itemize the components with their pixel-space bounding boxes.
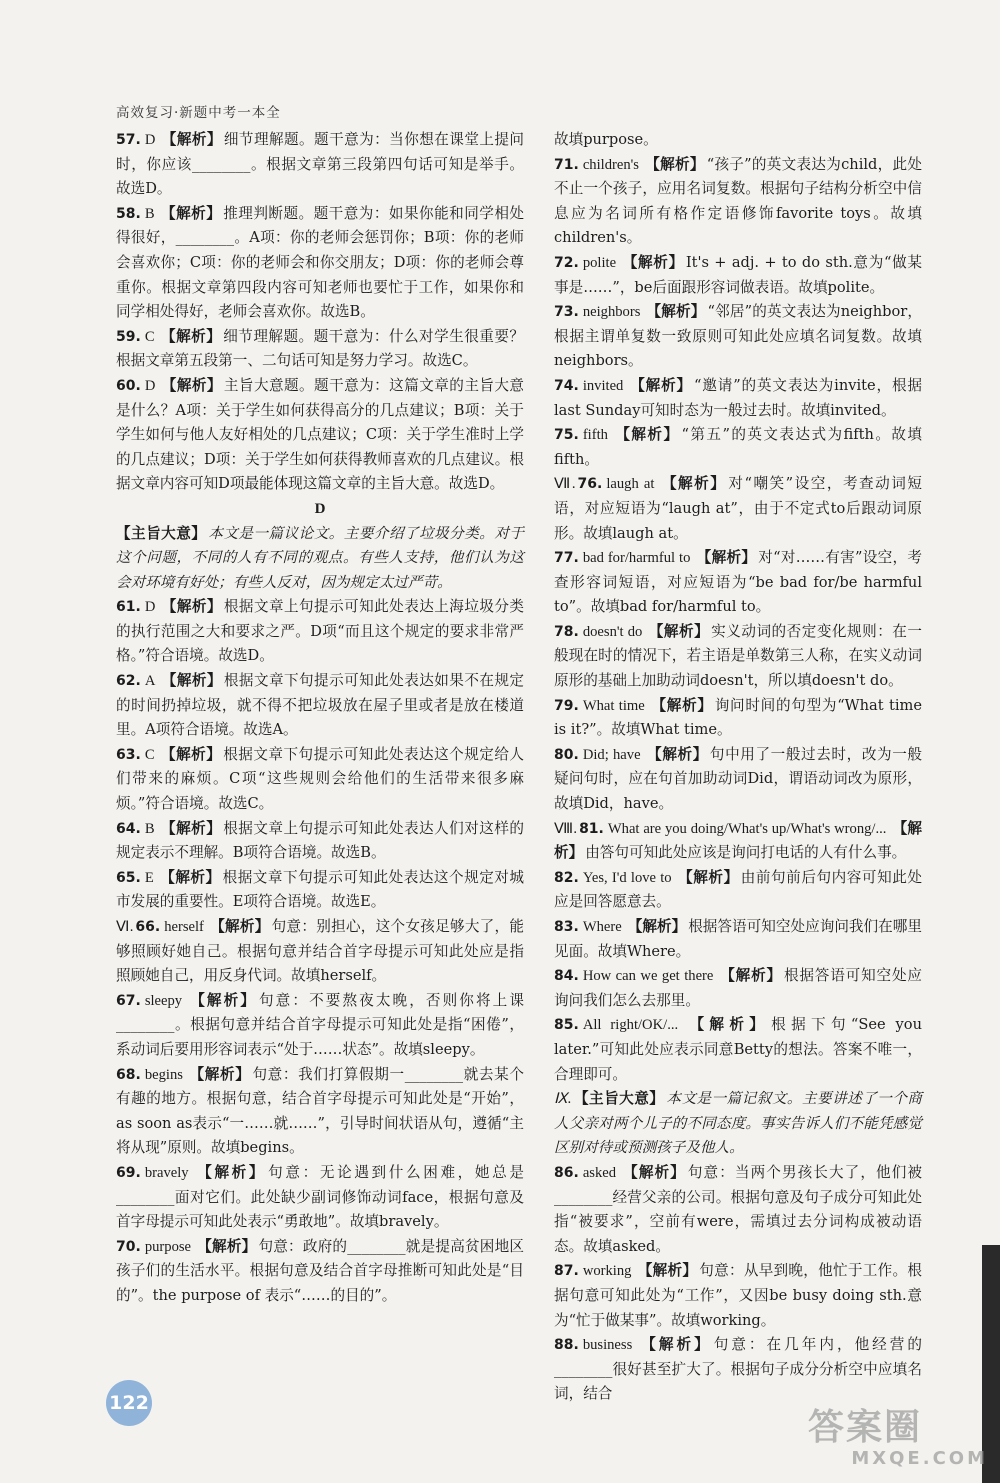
analysis-text: 对“嘲笑”设空，考查动词短语，对应短语为“laugh at”，由于不定式to后跟动词原形。故填laugh at。 [554, 475, 922, 542]
question-number: 79. [554, 697, 579, 714]
question-number: 67. [116, 992, 141, 1009]
answer-text: herself [164, 919, 204, 935]
page-number-badge: 122 [106, 1380, 152, 1426]
answer-text: children's [582, 156, 639, 173]
analysis-tag: 【解析】 [696, 549, 757, 567]
analysis-tag: 【解析】 [159, 868, 221, 886]
summary-text: 本文是一篇记叙文。主要讲述了一个商人父亲对两个儿子的不同态度。事实告诉人们不能凭感觉区别对待或预测孩子及他人。 [554, 1090, 922, 1157]
answer-text: Yes, I'd love to [582, 869, 672, 886]
analysis-tag: 【解析】 [161, 131, 222, 148]
analysis-tag: 【解析】 [161, 672, 222, 690]
analysis-text: 根据文章上句提示可知此处表达人们对这样的规定表示不理解。B项符合语境。故选B。 [116, 819, 524, 862]
answer-text: What time [582, 697, 645, 714]
answer-entry [554, 423, 922, 472]
watermark-url: MXQE.COM [851, 1448, 988, 1469]
answer-text: laugh at [606, 476, 655, 493]
question-number: 77. [554, 550, 579, 567]
answer-text: Where [582, 919, 622, 935]
question-number: 87. [554, 1263, 579, 1280]
analysis-text: 根据答语可知空处应询问我们怎么去那里。 [554, 967, 922, 1009]
question-number: 60. [116, 377, 141, 394]
answer-entry [554, 1259, 922, 1333]
analysis-tag: 【解析】 [677, 868, 739, 886]
analysis-text: “邀请”的英文表达为invite，根据last Sunday可知时态为一般过去时。故填invited。 [554, 376, 922, 419]
watermark-logo [808, 1408, 988, 1480]
analysis-tag: 【解析】 [650, 696, 713, 714]
analysis-tag: 【解析】 [646, 745, 708, 763]
question-number: 70. [116, 1238, 141, 1255]
analysis-tag: 【解析】 [613, 426, 680, 444]
answer-entry [554, 251, 922, 300]
analysis-tag: 【解析】 [160, 327, 222, 345]
answer-entry [554, 153, 922, 251]
analysis-tag: 【解析】 [188, 1065, 251, 1083]
answer-text: working [582, 1263, 632, 1280]
answer-entry [554, 964, 922, 1013]
question-number: 72. [554, 254, 579, 271]
answer-entry [554, 817, 922, 866]
question-number: 85. [554, 1017, 579, 1034]
answer-entry [554, 300, 922, 374]
analysis-tag: 【解析】 [719, 967, 782, 985]
analysis-text: 细节理解题。题干意为：什么对学生很重要？根据文章第五段第一、二句话可知是努力学习。故选C。 [116, 327, 524, 370]
analysis-text: It's + adj. + to do sth.意为“做某事是……”，be后面跟形容词做表语。故填polite。 [554, 253, 922, 296]
analysis-tag: 【解析】 [646, 303, 706, 321]
answer-text: A [144, 673, 156, 690]
analysis-tag: 【解析】 [161, 376, 222, 394]
summary-block [116, 522, 524, 596]
analysis-tag: 【解析】 [554, 819, 922, 862]
page-header: 高效复习·新题中考一本全 [116, 105, 281, 121]
answer-entry [554, 694, 922, 743]
answer-text: C [144, 328, 155, 345]
analysis-text: 句意：无论遇到什么困难，她总是________面对它们。此处缺少副词修饰动词face，根据句意及首字母提示可知此处表示“勇敢地”。故填bravely。 [116, 1163, 524, 1231]
answer-text: B [144, 820, 155, 837]
analysis-text: 对“对……有害”设空，考查形容词短语，对应短语为“be bad for/be harmful to”。故填bad for/harmful to。 [554, 549, 922, 616]
answer-entry [116, 915, 524, 989]
analysis-text: 实义动词的否定变化规则：在一般现在时的情况下，若主语是单数第三人称，在实义动词原形的基础上加助动词doesn't，所以填doesn't do。 [554, 622, 922, 690]
section-number: Ⅶ. [554, 476, 576, 493]
analysis-text: “孩子”的英文表达为child，此处不止一个孩子，应用名词复数。根据句子结构分析空中信息应为名词所有格作定语修饰favorite toys。故填children's。 [554, 155, 922, 247]
section-number: Ⅸ. [554, 1091, 572, 1108]
answer-entry [554, 546, 922, 620]
answer-text: invited [582, 377, 624, 394]
summary-block [554, 1087, 922, 1161]
analysis-tag: 【解析】 [638, 1336, 712, 1354]
analysis-text: 细节理解题。题干意为：当你想在课堂上提问时，你应该________。根据文章第三段第四句话可知是举手。故选D。 [116, 131, 524, 198]
question-number: 75. [554, 427, 579, 444]
answer-entry [116, 989, 524, 1063]
answer-text: D [144, 599, 156, 616]
left-column [116, 128, 524, 1309]
answer-entry [116, 743, 524, 817]
analysis-tag: 【解析】 [627, 918, 687, 935]
question-number: 61. [116, 599, 141, 616]
question-number: 68. [116, 1066, 141, 1083]
answer-entry [116, 1161, 524, 1235]
answer-text: doesn't do [582, 623, 643, 640]
analysis-text: 句意：当两个男孩长大了，他们被________经营父亲的公司。根据句意及句子成分可知此处指“被要求”，空前有were，需填过去分词构成被动语态。故填asked。 [554, 1163, 922, 1255]
question-number: 81. [579, 820, 604, 837]
analysis-text: 句意：在几年内，他经营的________很好甚至扩大了。根据句子成分分析空中应填名词，结合 [554, 1336, 922, 1403]
answer-entry [554, 374, 922, 423]
answer-text: business [582, 1337, 633, 1354]
answer-text: E [144, 869, 154, 886]
answer-entry [116, 128, 524, 202]
analysis-text: “第五”的英文表达式为fifth。故填fifth。 [554, 426, 922, 468]
answer-entry [554, 1013, 922, 1087]
answer-text: How can we get there [582, 968, 714, 985]
question-number: 57. [116, 132, 141, 148]
question-number: 86. [554, 1164, 579, 1181]
analysis-text: 由前句前后句内容可知此处应是回答愿意去。 [554, 868, 922, 911]
question-number: 69. [116, 1164, 141, 1181]
analysis-tag: 【解析】 [197, 1237, 257, 1255]
question-number: 73. [554, 304, 579, 321]
answer-text: B [144, 205, 155, 222]
answer-text: What are you doing/What's up/What's wrong/... [607, 820, 887, 837]
analysis-tag: 【解析】 [684, 1016, 770, 1034]
question-number: 80. [554, 746, 579, 763]
answer-text: bad for/harmful to [582, 550, 691, 567]
answer-text: begins [144, 1066, 183, 1083]
answer-text: All right/OK/... [582, 1017, 679, 1034]
answer-text: C [144, 746, 155, 763]
answer-text: asked [582, 1164, 617, 1181]
summary-text: 本文是一篇议论文。主要介绍了垃圾分类。对于这个问题，不同的人有不同的观点。有些人支持，他们认为这会对环境有好处；有些人反对，因为规定太过严苛。 [116, 524, 524, 591]
analysis-text: 根据文章下句提示可知此处表达这个规定对城市发展的重要性。E项符合语境。故选E。 [116, 868, 524, 911]
answer-entry [554, 915, 922, 964]
question-number: 58. [116, 205, 141, 222]
analysis-text: 根据下句“See you later.”可知此处应表示同意Betty的想法。答案不唯一，合理即可。 [554, 1016, 922, 1083]
analysis-text: 询问时间的句型为“What time is it?”。故填What time。 [554, 696, 922, 739]
analysis-tag: 【解析】 [194, 1163, 267, 1181]
analysis-text: 根据答语可知空处应询问我们在哪里见面。故填Where。 [554, 918, 922, 960]
answer-entry [116, 1063, 524, 1161]
analysis-text: 根据文章下句提示可知此处表达这个规定给人们带来的麻烦。C项“这些规则会给他们的生活带来很多麻烦。”符合语境。故选C。 [116, 745, 524, 813]
analysis-text: 根据文章下句提示可知此处表达如果不在规定的时间扔掉垃圾，就不得不把垃圾放在屋子里或者是放在楼道里。A项符合语境。故选A。 [116, 672, 524, 739]
analysis-text: 句中用了一般过去时，改为一般疑问句时，应在句首加助动词Did，谓语动词改为原形，故填Did，have。 [554, 745, 922, 813]
answer-entry [116, 325, 524, 374]
analysis-text: 推理判断题。题干意为：如果你能和同学相处得很好，________。A项：你的老师会惩罚你；B项：你的老师会喜欢你；C项：你的老师会和你交朋友；D项：你的老师会尊重你。根据文章第四段内容可知老师也要忙于工作，如果你和同学相处得好，老师会喜欢你。故选B。 [116, 204, 524, 321]
analysis-tag: 【解析】 [188, 991, 257, 1009]
analysis-text: 主旨大意题。题干意为：这篇文章的主旨大意是什么？A项：关于学生如何获得高分的几点建议；B项：关于学生如何与他人友好相处的几点建议；C项：关于学生准时上学的几点建议；D项：关于学生如何获得教师喜欢的几点建议。根据文章内容可知D项最能体现这篇文章的主旨大意。故选D。 [116, 376, 524, 493]
answer-entry [554, 866, 922, 915]
question-number: 71. [554, 156, 579, 173]
answer-entry [554, 1333, 922, 1407]
answer-entry [554, 1161, 922, 1259]
answer-text: D [144, 377, 156, 394]
analysis-text: 句意：别担心，这个女孩足够大了，能够照顾好她自己。根据句意并结合首字母提示可知此处应是指照顾她自己，用反身代词。故填herself。 [116, 918, 524, 985]
answer-entry [554, 743, 922, 817]
analysis-tag: 【解析】 [644, 155, 705, 173]
analysis-tag: 【解析】 [622, 1163, 686, 1181]
answer-entry [116, 202, 524, 325]
answer-text: sleepy [144, 992, 183, 1009]
answer-text: polite [582, 254, 617, 271]
question-number: 78. [554, 623, 579, 640]
analysis-tag: 【解析】 [160, 819, 222, 837]
answer-text: neighbors [582, 304, 641, 321]
question-number: 64. [116, 820, 141, 837]
analysis-text: 句意：从早到晚，他忙于工作。根据句意可知此处为“工作”，又因be busy doing sth.意为“忙于做某事”。故填working。 [554, 1262, 922, 1329]
section-number: Ⅷ. [554, 820, 578, 837]
answer-text: purpose [144, 1238, 192, 1255]
answer-text: bravely [144, 1164, 189, 1181]
question-number: 76. [577, 476, 603, 493]
analysis-text: 句意：政府的________就是提高贫困地区孩子们的生活水平。根据句意及结合首字母推断可知此处是“目的”。the purpose of 表示“……的目的”。 [116, 1237, 524, 1304]
analysis-tag: 【解析】 [648, 622, 710, 640]
question-number: 84. [554, 968, 579, 985]
question-number: 88. [554, 1337, 579, 1354]
analysis-tag: 【解析】 [161, 598, 222, 616]
analysis-tag: 【解析】 [160, 204, 222, 222]
answer-entry [116, 595, 524, 669]
analysis-tag: 【解析】 [622, 253, 684, 271]
answer-text: Did; have [582, 746, 641, 763]
answer-text: fifth [582, 427, 608, 444]
question-number: 62. [116, 673, 141, 690]
analysis-text: 句意：我们打算假期一________就去某个有趣的地方。根据句意，结合首字母提示可知此处是“开始”，as soon as表示“一……就……”，引导时间状语从句，遵循“主将从现”原则。故填begins。 [116, 1065, 524, 1157]
answer-entry [116, 1235, 524, 1309]
analysis-text: 根据文章上句提示可知此处表达上海垃圾分类的执行范围之大和要求之严。D项“而且这个规定的要求非常严格。”符合语境。故选D。 [116, 598, 524, 665]
question-number: 65. [116, 869, 141, 886]
question-number: 83. [554, 919, 579, 935]
analysis-text: “邻居”的英文表达为neighbor，根据主谓单复数一致原则可知此处应填名词复数。故填neighbors。 [554, 303, 922, 370]
analysis-tag: 【解析】 [637, 1262, 698, 1280]
analysis-tag: 【解析】 [160, 745, 222, 763]
continued-text: 故填purpose。 [554, 131, 658, 148]
analysis-tag: 【解析】 [209, 918, 270, 935]
watermark-text: 答案圈 [808, 1407, 923, 1448]
answer-entry [554, 472, 922, 546]
answer-entry [116, 374, 524, 497]
analysis-tag: 【解析】 [629, 376, 692, 394]
answer-entry [116, 866, 524, 915]
analysis-text: 句意：不要熬夜太晚，否则你将上课________。根据句意并结合首字母提示可知此处是指“困倦”，系动词后要用形容词表示“处于……状态”。故填sleepy。 [116, 991, 524, 1058]
answer-entry [116, 669, 524, 743]
question-number: 59. [116, 328, 141, 345]
section-heading: D [314, 500, 326, 517]
analysis-text: 由答句可知此处应该是询问打电话的人有什么事。 [585, 844, 907, 862]
question-number: 74. [554, 377, 579, 394]
summary-tag: 【主旨大意】 [116, 524, 207, 542]
answer-text: D [144, 132, 156, 148]
section-number: Ⅵ. [116, 919, 134, 935]
right-column [554, 128, 922, 1407]
question-number: 82. [554, 869, 579, 886]
analysis-tag: 【解析】 [660, 475, 727, 493]
summary-tag: 【主旨大意】 [573, 1090, 665, 1108]
question-number: 63. [116, 746, 141, 763]
answer-entry [116, 817, 524, 866]
question-number: 66. [135, 919, 161, 935]
answer-entry [554, 620, 922, 694]
